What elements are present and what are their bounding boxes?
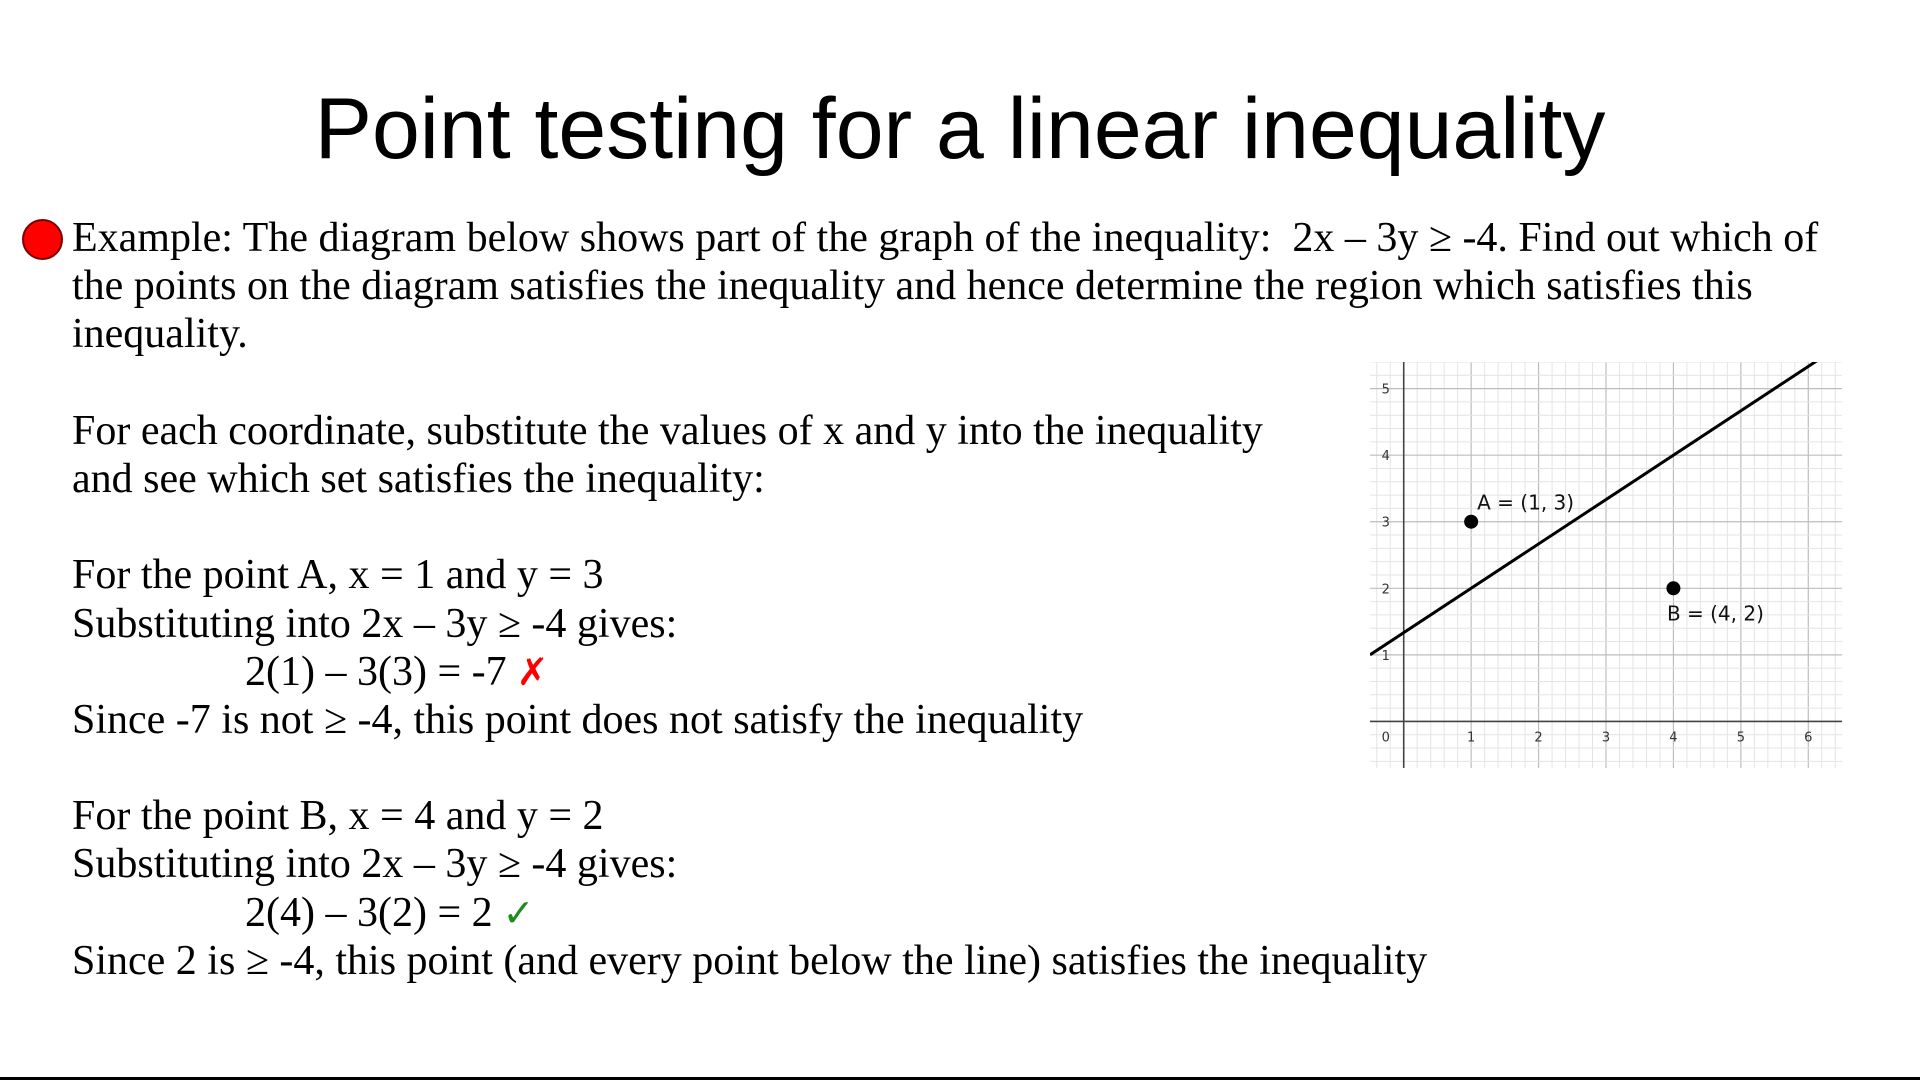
point-b-calculation-row [72,889,1892,937]
x-tick-label: 0 [1381,730,1390,746]
y-tick-label: 5 [1381,382,1390,398]
point-a-calculation: 2(1) – 3(3) = -7 [245,648,507,695]
method-line-1: For each coordinate, substitute the values of x and y into the inequality [72,407,1263,454]
data-point [1464,515,1478,529]
point-b-calculation: 2(4) – 3(2) = 2 [245,889,493,936]
method-line-2: and see which set satisfies the inequality: [72,455,765,502]
bullet-dot-icon [22,219,63,260]
x-tick-label: 2 [1534,730,1543,746]
x-tick-label: 3 [1601,730,1611,746]
intro-line-2: the points on the diagram satisfies the inequality and hence determine the region which satisfies this [72,263,1753,310]
point-a-substitution: Substituting into 2x – 3y ≥ -4 gives: [72,600,678,647]
cross-icon: ✗ [516,649,549,694]
intro-line-1: Example: The diagram below shows part of the graph of the inequality: 2x – 3y ≥ -4. Find out which of [72,215,1819,261]
y-tick-label: 4 [1381,449,1390,465]
graph-svg [1370,362,1842,768]
point-a-statement: For the point A, x = 1 and y = 3 [72,552,604,599]
x-tick-label: 6 [1804,730,1813,746]
x-tick-label: 5 [1736,730,1745,746]
point-b-substitution: Substituting into 2x – 3y ≥ -4 gives: [72,841,678,888]
y-tick-label: 3 [1381,515,1390,531]
slide-title: Point testing for a linear inequality [314,81,1606,177]
check-icon: ✓ [502,890,535,935]
data-point-label: A = (1, 3) [1477,490,1575,515]
x-tick-label: 4 [1669,730,1678,746]
data-point [1666,581,1680,595]
y-tick-label: 2 [1381,582,1390,598]
inequality-graph [1370,362,1842,768]
intro-line-3: inequality. [72,311,248,358]
point-b-conclusion: Since 2 is ≥ -4, this point (and every point below the line) satisfies the inequality [72,937,1428,984]
x-tick-label: 1 [1467,730,1476,746]
data-point-label: B = (4, 2) [1666,601,1764,626]
y-tick-label: 1 [1381,648,1390,664]
point-a-conclusion: Since -7 is not ≥ -4, this point does not satisfy the inequality [72,696,1084,743]
point-b-statement: For the point B, x = 4 and y = 2 [72,793,604,840]
